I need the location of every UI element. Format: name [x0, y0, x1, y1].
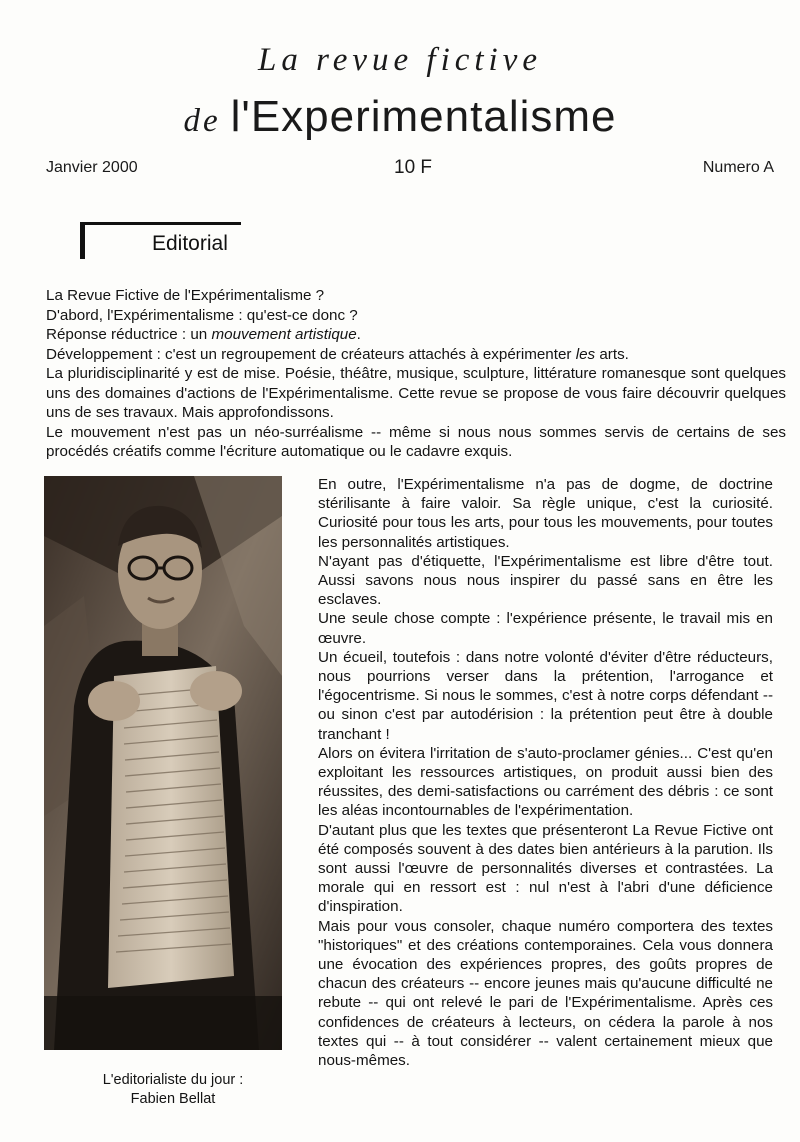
issue-date: Janvier 2000 [46, 159, 138, 176]
intro-emphasis: les [575, 345, 596, 363]
intro-text-run: arts. [595, 345, 629, 363]
intro-paragraph [46, 325, 786, 345]
issue-number: Numero A [702, 159, 774, 176]
photo-caption [44, 1071, 302, 1108]
intro-emphasis: mouvement artistique [211, 326, 357, 343]
intro-text-run: . [356, 326, 361, 343]
intro-paragraph: D'abord, l'Expérimentalisme : qu'est-ce donc ? [46, 306, 358, 324]
masthead-line1: La revue fictive [257, 42, 543, 78]
caption-line: Fabien Bellat [130, 1090, 216, 1107]
intro-text-run: Développement : c'est un regroupement de créateurs attachés à expérimenter [46, 345, 576, 363]
intro-paragraph: La Revue Fictive de l'Expérimentalisme ? [46, 287, 325, 304]
column-paragraph: D'autant plus que les textes que présenteront La Revue Fictive ont été composés souvent à des dates bien antérieurs à la parution. Ils sont aussi l'œuvre de personnalités diverses et contrastées. La morale qui en ressort est : nul n'est à l'abri d'une déficience d'inspiration. [318, 821, 773, 916]
intro-paragraph [46, 345, 786, 365]
photo-illustration [44, 476, 282, 1050]
column-paragraph: En outre, l'Expérimentalisme n'a pas de dogme, de doctrine stérilisante à faire valoir. Sa règle unique, c'est la curiosité. Curiosité pour tous les arts, pour tous les mouvements, pour toutes les personnalités artistiques. [318, 476, 773, 551]
intro-text [46, 286, 786, 462]
intro-paragraph: La pluridisciplinarité y est de mise. Poésie, théâtre, musique, sculpture, littérature romanesque sont quelques uns des domaines d'actions de l'Expérimentalisme. Cette revue se propose de vous faire découvrir quelques uns de ses travaux. Mais approfondissons. [46, 365, 786, 421]
intro-text-run: Réponse réductrice : un [46, 326, 212, 343]
masthead-de: de [183, 103, 221, 139]
section-title: Editorial [152, 232, 228, 255]
masthead-main-title: l'Experimentalisme [230, 92, 617, 141]
masthead-title [0, 92, 800, 142]
caption-line: L'editorialiste du jour : [102, 1072, 244, 1088]
column-paragraph: Alors on évitera l'irritation de s'auto-proclamer génies... C'est qu'en exploitant les ressources artistiques, on produit aussi bien des réussites, des demi-satisfactions ou carrément des débris : ce sont les aléas incontournables de l'expérimentation. [318, 744, 773, 820]
editorialist-photo [44, 476, 282, 1050]
intro-paragraph: Le mouvement n'est pas un néo-surréalisme -- même si nous nous sommes servis de certains de ses procédés créatifs comme l'écriture automatique ou le cadavre exquis. [46, 423, 786, 460]
issue-price: 10 F [394, 157, 433, 178]
editorial-column [318, 475, 773, 1070]
column-paragraph: Un écueil, toutefois : dans notre volonté d'éviter d'être réducteurs, nous pourrions verser dans la prétention, l'arrogance et l'égocentrisme. Si nous le sommes, c'est à notre corps défendant -- ou sinon c'est par autodérision : la prétention peut être à double tranchant ! [318, 648, 773, 743]
column-paragraph: N'ayant pas d'étiquette, l'Expérimentalisme est libre d'être tout. Aussi savons nous nous inspirer du passé sans en être les esclaves. [318, 552, 773, 609]
column-paragraph: Mais pour vous consoler, chaque numéro comportera des textes "historiques" et des créations contemporaines. Cela vous donnera une évocation des expériences propres, des goûts propres de chacun des créateurs -- encore jeunes mais qu'aucune difficulté ne rebute -- qui ont relevé le pari de l'Expérimentalisme. Après ces confidences de créateurs à lecteurs, on cédera la parole à nos textes qui -- à tout considérer -- valent certainement mieux que nous-mêmes. [318, 917, 773, 1070]
column-paragraph: Une seule chose compte : l'expérience présente, le travail mis en œuvre. [318, 610, 773, 647]
